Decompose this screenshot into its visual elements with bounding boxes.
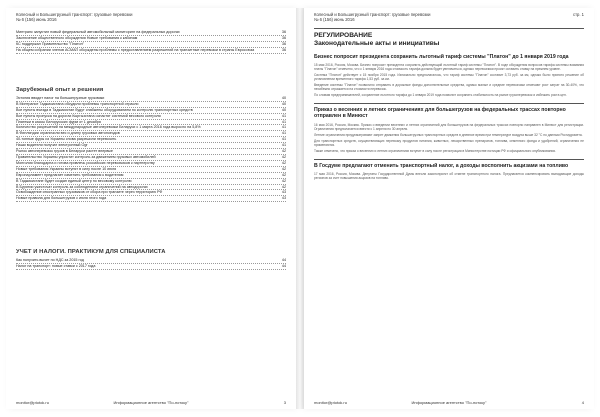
toc-row-page: 41: [281, 125, 286, 130]
right-page-body: [314, 28, 584, 182]
toc-row-page: 42: [281, 149, 286, 154]
toc-top: [16, 30, 286, 54]
toc-row-text: Минтранс запустил новый федеральный автомобильный мониторинг на федеральных дорогах: [16, 30, 180, 34]
toc-row-page: 43: [281, 190, 286, 195]
toc-row-page: 42: [281, 172, 286, 177]
left-page-footer: [16, 400, 286, 405]
footer-page-number: 4: [581, 400, 584, 405]
article-title: В Госдуме предлагают отменить транспортный налог, а доходы восполнить акцизами на топливо: [314, 159, 584, 169]
toc-row-page: 42: [281, 154, 286, 159]
article-title: Бизнес попросит президента сохранить льготный тариф системы "Платон" до 1 января 2019 года: [314, 54, 569, 60]
toc-row-text: Эстония вводит налог на большегрузные грузовики: [16, 95, 105, 100]
toc-row-text: Налог на транспорт: новые ставки с 2017 года: [16, 263, 96, 268]
section-subtitle: Законодательные акты и инициативы: [314, 40, 440, 47]
article-paragraph: Летние ограничения предусматривают запрет движения большегрузных транспортных средств в дневное время при температуре воздуха выше 32 °С по данным Росгидромета.: [314, 132, 583, 137]
section-title-regulation: РЕГУЛИРОВАНИЕ: [314, 28, 584, 40]
toc-row-page: 36: [281, 47, 286, 52]
toc-row-text: Все пункты пропуска на дорогах Кыргызстана оснастят системой весового контроля: [16, 113, 161, 118]
toc-row-text: Заключение общественного обсуждения Новые требования к кабинам: [16, 35, 138, 40]
article-title: Приказ о весенних и летних ограничениях для большегрузов на федеральных трассах повторно отправлен в Минюст: [314, 103, 584, 119]
toc-row-text: Как получить вычет по НДС за 2015 год: [16, 257, 84, 262]
toc-row-page: 36: [281, 30, 286, 34]
toc-row-page: 43: [281, 196, 286, 201]
right-page: [304, 8, 594, 409]
toc-row-page: 44: [281, 263, 286, 268]
footer-email[interactable]: monitor@ptotok.ru: [16, 400, 49, 405]
right-header-line2: № 6 (156) июнь 2016: [314, 17, 355, 23]
toc-row-text: Освобождение иностранных грузовиков от сбора при транзите через территорию РФ: [16, 190, 163, 195]
article-paragraph: Система "Платон" действует с 15 ноября 2015 года. Изначально предполагалось, что тариф системы "Платон" составит 3,73 руб. за км, однако было принято решение об установлении временного тарифа 1,53 руб. за км.: [314, 73, 584, 82]
toc-row-text: Количество разрешений на международные автоперевозки Беларуси с 1 марта 2016 года выросло на 5,8%: [16, 125, 201, 130]
toc-row-page: 42: [281, 178, 286, 183]
toc-row-page: 41: [281, 137, 286, 142]
toc-row-text: Новые требования Украины вступят в силу после 10 июля: [16, 166, 117, 171]
article-paragraph: Для транспортных средств, осуществляющих перевозку продуктов питания, животных, лекарственных препаратов, топлива, семенного фонда и удобрений, ограничения не применяются.: [314, 138, 584, 147]
right-header-line1: Колесный и Большегрузный транспорт: грузовые перевозки: [314, 12, 431, 17]
footer-email[interactable]: monitor@ptotok.ru: [314, 400, 347, 405]
toc-row-text: Наши водители получат электронный Ogr: [16, 143, 88, 148]
section-title-foreign: Зарубежный опыт и решения: [16, 87, 104, 93]
toc-row-page: 42: [281, 184, 286, 189]
toc-row-page: 40: [281, 95, 286, 100]
left-page: [6, 8, 296, 409]
article-paragraph: По словам предпринимателей, сохранение льготного тарифа до 1 января 2019 года позволит сохранить стабильность на рынке грузоперевозок и избежать роста цен.: [314, 93, 567, 98]
toc-row-text: КС поддержал Правительство "Платон": [16, 41, 84, 46]
article-paragraph: Также отмечено, что приказ о весенних и летних ограничениях вступит в силу после регистрации в Министерстве юстиции РФ и официального опубликования.: [314, 148, 556, 153]
toc-row-text: В Минтрансе Таджикистана обсудили проблемы транспортной отрасли: [16, 101, 139, 106]
footer-agency: Информационное агентство "По-потоку": [113, 400, 189, 405]
toc-row-page: 36: [281, 41, 286, 46]
toc-row-page: 40: [281, 107, 286, 112]
toc-row-text: Платежи в кассы Белорусских фурм от 1 декабря: [16, 119, 101, 124]
left-header-line1: Колесный и Большегрузный транспорт: грузовые перевозки: [16, 12, 133, 17]
toc-row-page: 41: [281, 143, 286, 148]
toc-row-text: Правительство Украины упростит контроль за движением грузовых автомобилей: [16, 154, 156, 159]
toc-section-2: [16, 240, 286, 270]
toc-row-text: Рынок автоперевозок грузов в Беларуси растет впервые: [16, 149, 113, 154]
article-paragraph: 17 мая 2016, Россия, Москва. Депутаты Государственной Думы внесли законопроект об отмене транспортного налога. Предлагается компенсировать выпадающие доходы регионов за счет повышения акцизов на топливо.: [314, 171, 584, 180]
toc-row-text: Новые правила для большегрузов с июля этого года: [16, 196, 107, 201]
toc-row-text: На общем собрании членов АСМАП обсуждены проблемы с предоставлением разрешений на транзитные перевозки в страны Евросоюза: [16, 47, 255, 52]
toc-row-page: 40: [281, 101, 286, 106]
toc-row-text: В Финляндии ограничили вес и длину грузовых автопоездов: [16, 131, 120, 136]
toc-row[interactable]: [16, 196, 286, 202]
toc-section-1: [16, 78, 286, 202]
toc-row-page: 36: [281, 35, 286, 40]
article-paragraph: Введение системы "Платон" позволило отправить в дорожные фонды дополнительные средства, однако малые и средние перевозчики отмечают рост затрат на 30-40%, что неизбежно отражается на стоимости перевозок.: [314, 83, 584, 92]
toc-row-page: 42: [281, 166, 286, 171]
toc-row-text: В Таджикистане будет создан единый центр по весовому контролю: [16, 178, 132, 183]
left-header-line2: № 6 (156) июнь 2016: [16, 17, 57, 23]
right-page-footer: [314, 400, 584, 405]
right-header-page: стр. 1: [573, 12, 584, 17]
toc-row-page: 44: [281, 257, 286, 262]
toc-row-page: 42: [281, 160, 286, 165]
toc-row-text: 40-тонные фуры из Украины снова разрешили перевозить: [16, 137, 117, 142]
toc-row[interactable]: [16, 264, 286, 270]
toc-row-page: 41: [281, 113, 286, 118]
toc-row-text: В Бурятии ужесточат контроль за соблюдением ограничений на автодорогах: [16, 184, 148, 189]
toc-row-page: 41: [281, 131, 286, 136]
toc-row-text: Все пункты въезда в Таджикистан будут снабжены оборудованием по контролю транспортных средств: [16, 107, 193, 112]
section-title-tax: УЧЕТ И НАЛОГИ. ПРАКТИКУМ ДЛЯ СПЕЦИАЛИСТА: [16, 249, 166, 255]
toc-row[interactable]: [16, 48, 286, 54]
toc-row-page: 41: [281, 119, 286, 124]
article-paragraph: 16 мая 2016, Россия, Москва. Приказ о введении весенних и летних ограничений для большегрузов на федеральных трассах повторно направлен в Минюст для регистрации. Ограничения предполагается ввести с 1 апреля по 30 апреля.: [314, 122, 584, 131]
right-page-header: [314, 12, 584, 22]
footer-page-number: 3: [283, 400, 286, 405]
toc-row-text: Европарламент предлагает изменить требования к водителям: [16, 172, 124, 177]
footer-agency: Информационное агентство "По-потоку": [411, 400, 487, 405]
toc-row-text: Монголия благодарна и готова привлечь российских перевозчиков к партнерству: [16, 160, 155, 165]
book-spine: [296, 8, 304, 409]
left-page-header: [16, 12, 286, 22]
article-paragraph: 15 мая 2016, Россия, Москва. Бизнес попросит президента сохранить действующий льготный тариф системы "Платон". В ходе обсуждения вопросов тарифа системы взимания платы "Платон" отмечено, что с 1 января 2016 года стоимость тарифа должна будет увеличиться, однако перевозчики просят оставить ставку на прежнем уровне.: [314, 63, 584, 72]
